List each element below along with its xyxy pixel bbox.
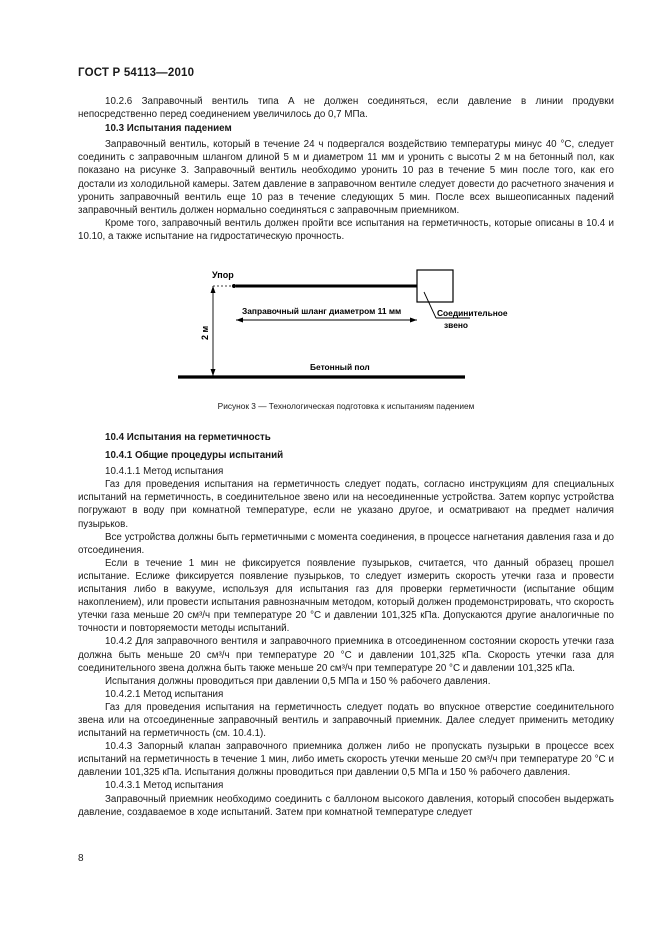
connector-label-line1: Соединительное xyxy=(437,308,508,318)
height-label: 2 м xyxy=(200,325,210,340)
height-arrow-bottom xyxy=(211,369,216,376)
hose-label: Заправочный шланг диаметром 11 мм xyxy=(242,306,402,316)
figure-caption: Рисунок 3 — Технологическая подготовка к испытаниям падением xyxy=(217,401,475,411)
stop-label: Упор xyxy=(212,270,234,280)
height-arrow-top xyxy=(211,286,216,293)
connector-label-line2: звено xyxy=(444,320,469,330)
section-heading: 10.4.1 Общие процедуры испытаний xyxy=(105,450,284,462)
paragraph: Газ для проведения испытания на герметичность следует подать, согласно инструкциям для специальных испытаний на герметичность, в соединительное звено или на несоединенные устройства. Затем корпус устройства погружают в воду при комнатной температуре, если не указано другое, и осматривают на предмет наличия пузырьков. xyxy=(78,479,614,530)
paragraph: Все устройства должны быть герметичными с момента соединения, в процессе нагнетания давления газа и до отсоединения. xyxy=(78,531,614,556)
paragraph: Газ для проведения испытания на герметичность следует подать во впускное отверстие соединительного звена или на отсоединенные заправочный вентиль и заправочный приемник. Далее следует применить методику испытаний на герметичность (см. 10.4.1). xyxy=(78,701,614,740)
paragraph: 10.4.2.1 Метод испытания xyxy=(105,688,224,700)
floor-label: Бетонный пол xyxy=(310,362,370,372)
paragraph: Заправочный вентиль, который в течение 24 ч подвергался воздействию температуры минус 40 °C, следует соединить с заправочным шлангом длиной 5 м и диаметром 11 мм и уронить с высоты 2 м на бетонный пол, как показано на рисунке 3. Заправочный вентиль необходимо уронить 10 раз в течение 5 мин после того, как его достали из холодильной камеры. Затем давление в заправочном вентиле следует довести до расчетного значения и уронить заправочный вентиль еще 10 раз в течение следующих 5 мин. После всех вышеописанных падений заправочный вентиль должен нормально соединяться с заправочным приемником. xyxy=(78,139,614,216)
hose-arrow-right xyxy=(410,318,417,323)
paragraph: 10.2.6 Заправочный вентиль типа А не должен соединяться, если давление в линии продувки непосредственно перед соединением увеличилось до 0,7 МПа. xyxy=(78,96,614,121)
paragraph: 10.4.3.1 Метод испытания xyxy=(105,780,224,792)
paragraph: Кроме того, заправочный вентиль должен пройти все испытания на герметичность, которые описаны в 10.4 и 10.10, а также испытание на гидростатическую прочность. xyxy=(78,217,614,242)
text-block-lower xyxy=(78,430,614,819)
hose-arrow-left xyxy=(236,318,243,323)
paragraph: 10.4.1.1 Метод испытания xyxy=(105,466,224,478)
page-number: 8 xyxy=(78,853,84,864)
paragraph: Если в течение 1 мин не фиксируется появление пузырьков, считается, что данный образец прошел испытание. Еслиже фиксируется появление пузырьков, то следует измерить скорость утечки газа и провести испытания либо в вакууме, используя для испытания газ для проверки герметичности (испытание общим накоплением), или провести испытания равнозначным методом, который должен продемонстрировать, что скорость утечки газа меньше 20 см³/ч при температуре 20 °C и давлении 101,325 кПа. Допускаются другие аналогичные по точности и повторяемости методы испытаний. xyxy=(78,557,614,635)
paragraph: Испытания должны проводиться при давлении 0,5 МПа и 150 % рабочего давления. xyxy=(105,675,491,687)
paragraph: 10.4.3 Запорный клапан заправочного приемника должен либо не пропускать пузырьки в процессе всех испытаний на герметичность в течение 1 мин, либо иметь скорость утечки меньше 20 см³/ч при температуре 20 °C и давлении 101,325 кПа. Испытания должны проводиться при давлении 0,5 МПа и 150 % рабочего давления. xyxy=(78,741,614,779)
paragraph: Заправочный приемник необходимо соединить с баллоном высокого давления, который способен выдержать давление, создаваемое в ходе испытаний. Затем при комнатной температуре следует xyxy=(78,793,614,818)
section-heading: 10.4 Испытания на герметичность xyxy=(105,432,271,443)
section-heading: 10.3 Испытания падением xyxy=(105,123,232,135)
document-header: ГОСТ Р 54113—2010 xyxy=(78,67,195,79)
figure-3-drop-test-diagram xyxy=(170,262,508,384)
connector-box xyxy=(417,270,453,302)
paragraph: 10.4.2 Для заправочного вентиля и заправочного приемника в отсоединенном состоянии скорость утечки газа должна быть меньше 20 см³/ч при температуре 20 °C и давлении 101,325 кПа. Скорость утечки газа для соединительного звена должна быть также меньше 20 см³/ч при температуре 20 °C и давлении 101,325 кПа. xyxy=(78,636,614,674)
text-block-upper xyxy=(78,95,614,243)
